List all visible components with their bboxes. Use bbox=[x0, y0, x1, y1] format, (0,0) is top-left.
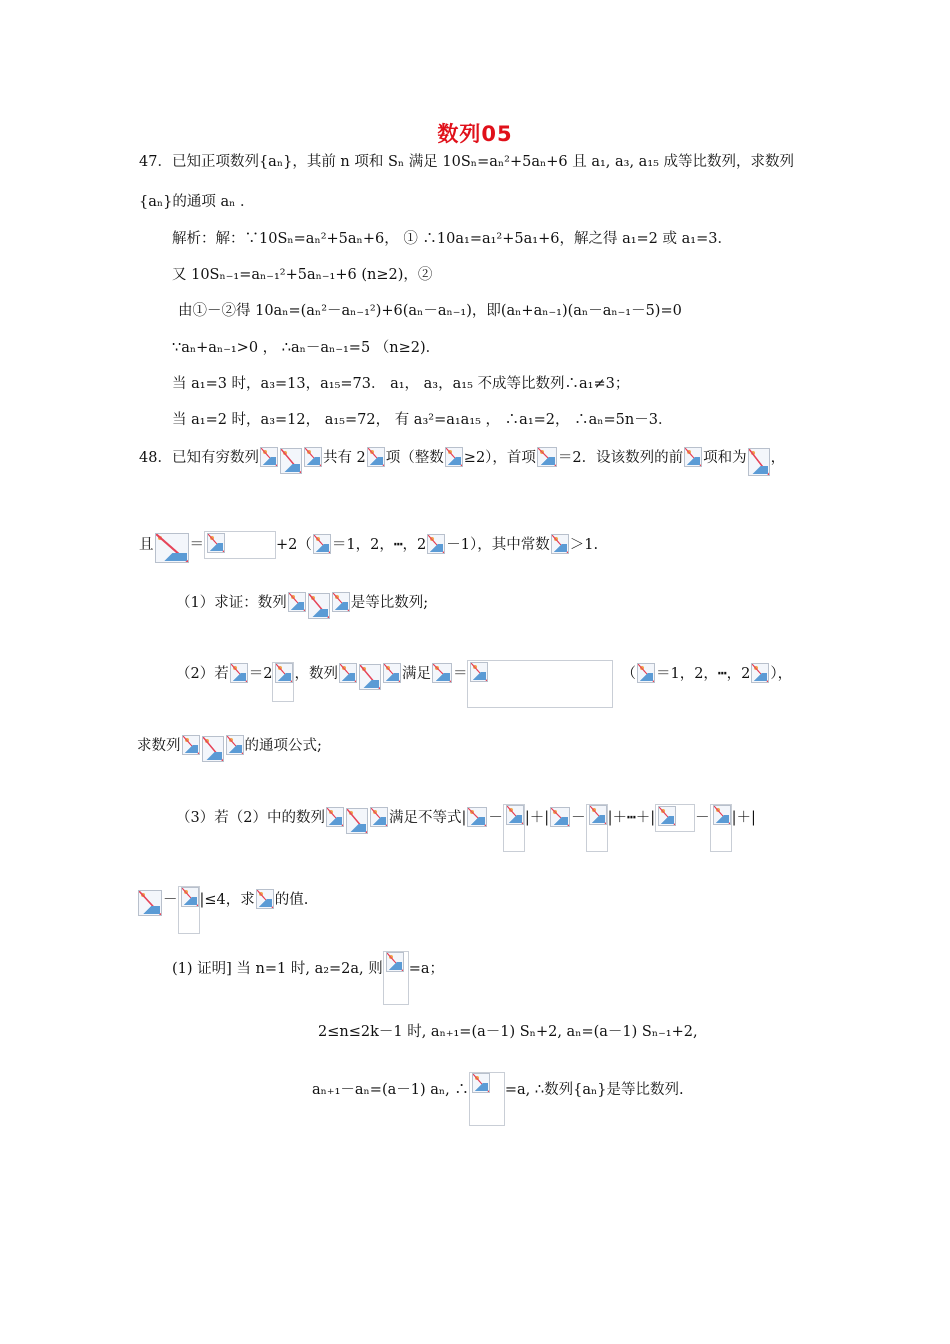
solution-line-3: 由①－②得 10aₙ=(aₙ²－aₙ₋₁²)+6(aₙ－aₙ₋₁)，即(aₙ+aₙ₋₁)(aₙ－aₙ₋₁－5)=0 bbox=[178, 303, 682, 319]
broken-image-icon bbox=[288, 592, 306, 612]
q48-part-2: （2）若 ＝2 ，数列 满足 ＝ （ ＝1，2，┅，2 ）， bbox=[176, 660, 792, 708]
broken-image-icon bbox=[506, 805, 524, 825]
solution-line-6: 当 a₁=2 时，a₃=12， a₁₅=72， 有 a₃²=a₁a₁₅ ， ∴a₁=2， ∴aₙ=5n－3． bbox=[172, 412, 673, 428]
broken-image-icon bbox=[589, 805, 607, 825]
broken-image-icon bbox=[370, 807, 388, 827]
formula-image-box bbox=[655, 804, 695, 832]
broken-image-icon bbox=[207, 533, 225, 553]
broken-image-icon bbox=[230, 663, 248, 683]
page-title: 数列05 bbox=[437, 122, 513, 146]
broken-image-icon bbox=[313, 534, 331, 554]
broken-image-icon bbox=[386, 952, 404, 972]
formula-image-box bbox=[469, 1072, 505, 1126]
broken-image-icon bbox=[748, 448, 770, 476]
solution-line-1: 解析：解：∵10Sₙ=aₙ²+5aₙ+6， ① ∴10a₁=a₁²+5a₁+6，解之得 a₁=2 或 a₁=3． bbox=[172, 231, 732, 247]
formula-image-box bbox=[503, 804, 525, 852]
q48-line-1: 48．已知有穷数列 共有 2 项（整数 ≥2），首项 ＝2．设该数列的前 项和为 ， bbox=[139, 447, 785, 476]
q48-part-2-cont: 求数列 的通项公式; bbox=[137, 735, 322, 762]
broken-image-icon bbox=[275, 663, 293, 683]
broken-image-icon bbox=[551, 534, 569, 554]
broken-image-icon bbox=[280, 448, 302, 474]
broken-image-icon bbox=[339, 663, 357, 683]
solution-line-5: 当 a₁=3 时，a₃=13，a₁₅=73． a₁， a₃，a₁₅ 不成等比数列∴a₁≠3； bbox=[172, 376, 630, 392]
proof-line-2: 2≤n≤2k－1 时, aₙ₊₁=(a－1) Sₙ+2, aₙ=(a－1) Sₙ₋₁+2, bbox=[318, 1024, 698, 1040]
proof-line-3: aₙ₊₁－aₙ=(a－1) aₙ, ∴ =a, ∴数列{aₙ}是等比数列. bbox=[312, 1072, 684, 1126]
solution-line-4: ∵aₙ+aₙ₋₁>0 ， ∴aₙ－aₙ₋₁=5 （n≥2)． bbox=[172, 340, 441, 356]
proof-line-1: (1) 证明] 当 n=1 时, a₂=2a, 则 =a； bbox=[172, 951, 444, 1005]
broken-image-icon bbox=[138, 890, 162, 916]
broken-image-icon bbox=[550, 807, 570, 827]
broken-image-icon bbox=[432, 663, 452, 683]
broken-image-icon bbox=[445, 447, 463, 467]
broken-image-icon bbox=[346, 808, 368, 834]
broken-image-icon bbox=[383, 663, 401, 683]
broken-image-icon bbox=[256, 889, 274, 909]
broken-image-icon bbox=[427, 534, 445, 554]
broken-image-icon bbox=[658, 806, 676, 826]
broken-image-icon bbox=[751, 663, 769, 683]
formula-image-box bbox=[467, 660, 613, 708]
broken-image-icon bbox=[467, 807, 487, 827]
broken-image-icon bbox=[713, 805, 731, 825]
broken-image-icon bbox=[470, 662, 488, 682]
formula-image-box bbox=[383, 951, 409, 1005]
q47-line-1: 47．已知正项数列{aₙ}，其前 n 项和 Sₙ 满足 10Sₙ=aₙ²+5aₙ+6 且 a₁, a₃, a₁₅ 成等比数列，求数列 bbox=[139, 154, 795, 170]
broken-image-icon bbox=[637, 663, 655, 683]
q47-line-2: {aₙ}的通项 aₙ ． bbox=[139, 194, 255, 210]
q48-part-3-cont: － |≤4，求 的值. bbox=[137, 886, 308, 934]
broken-image-icon bbox=[367, 447, 385, 467]
broken-image-icon bbox=[684, 447, 702, 467]
broken-image-icon bbox=[326, 807, 344, 827]
broken-image-icon bbox=[155, 533, 189, 563]
broken-image-icon bbox=[202, 736, 224, 762]
broken-image-icon bbox=[226, 735, 244, 755]
broken-image-icon bbox=[472, 1073, 490, 1093]
broken-image-icon bbox=[181, 887, 199, 907]
broken-image-icon bbox=[308, 593, 330, 619]
formula-image-box bbox=[178, 886, 200, 934]
broken-image-icon bbox=[332, 592, 350, 612]
q48-line-2: 且 ＝ +2（ ＝1，2，┅，2 －1），其中常数 ＞1. bbox=[139, 531, 598, 563]
solution-line-2: 又 10Sₙ₋₁=aₙ₋₁²+5aₙ₋₁+6 (n≥2)，② bbox=[172, 267, 433, 283]
q48-part-3: （3）若（2）中的数列 满足不等式| － |＋| － |＋┅＋| － |＋| bbox=[176, 804, 756, 852]
broken-image-icon bbox=[260, 447, 278, 467]
broken-image-icon bbox=[182, 735, 200, 755]
broken-image-icon bbox=[304, 447, 322, 467]
formula-image-box bbox=[204, 531, 276, 559]
q48-part-1: （1）求证：数列 是等比数列; bbox=[176, 592, 428, 619]
formula-image-box bbox=[586, 804, 608, 852]
formula-image-box bbox=[272, 662, 294, 702]
broken-image-icon bbox=[537, 447, 557, 467]
broken-image-icon bbox=[359, 664, 381, 690]
formula-image-box bbox=[710, 804, 732, 852]
